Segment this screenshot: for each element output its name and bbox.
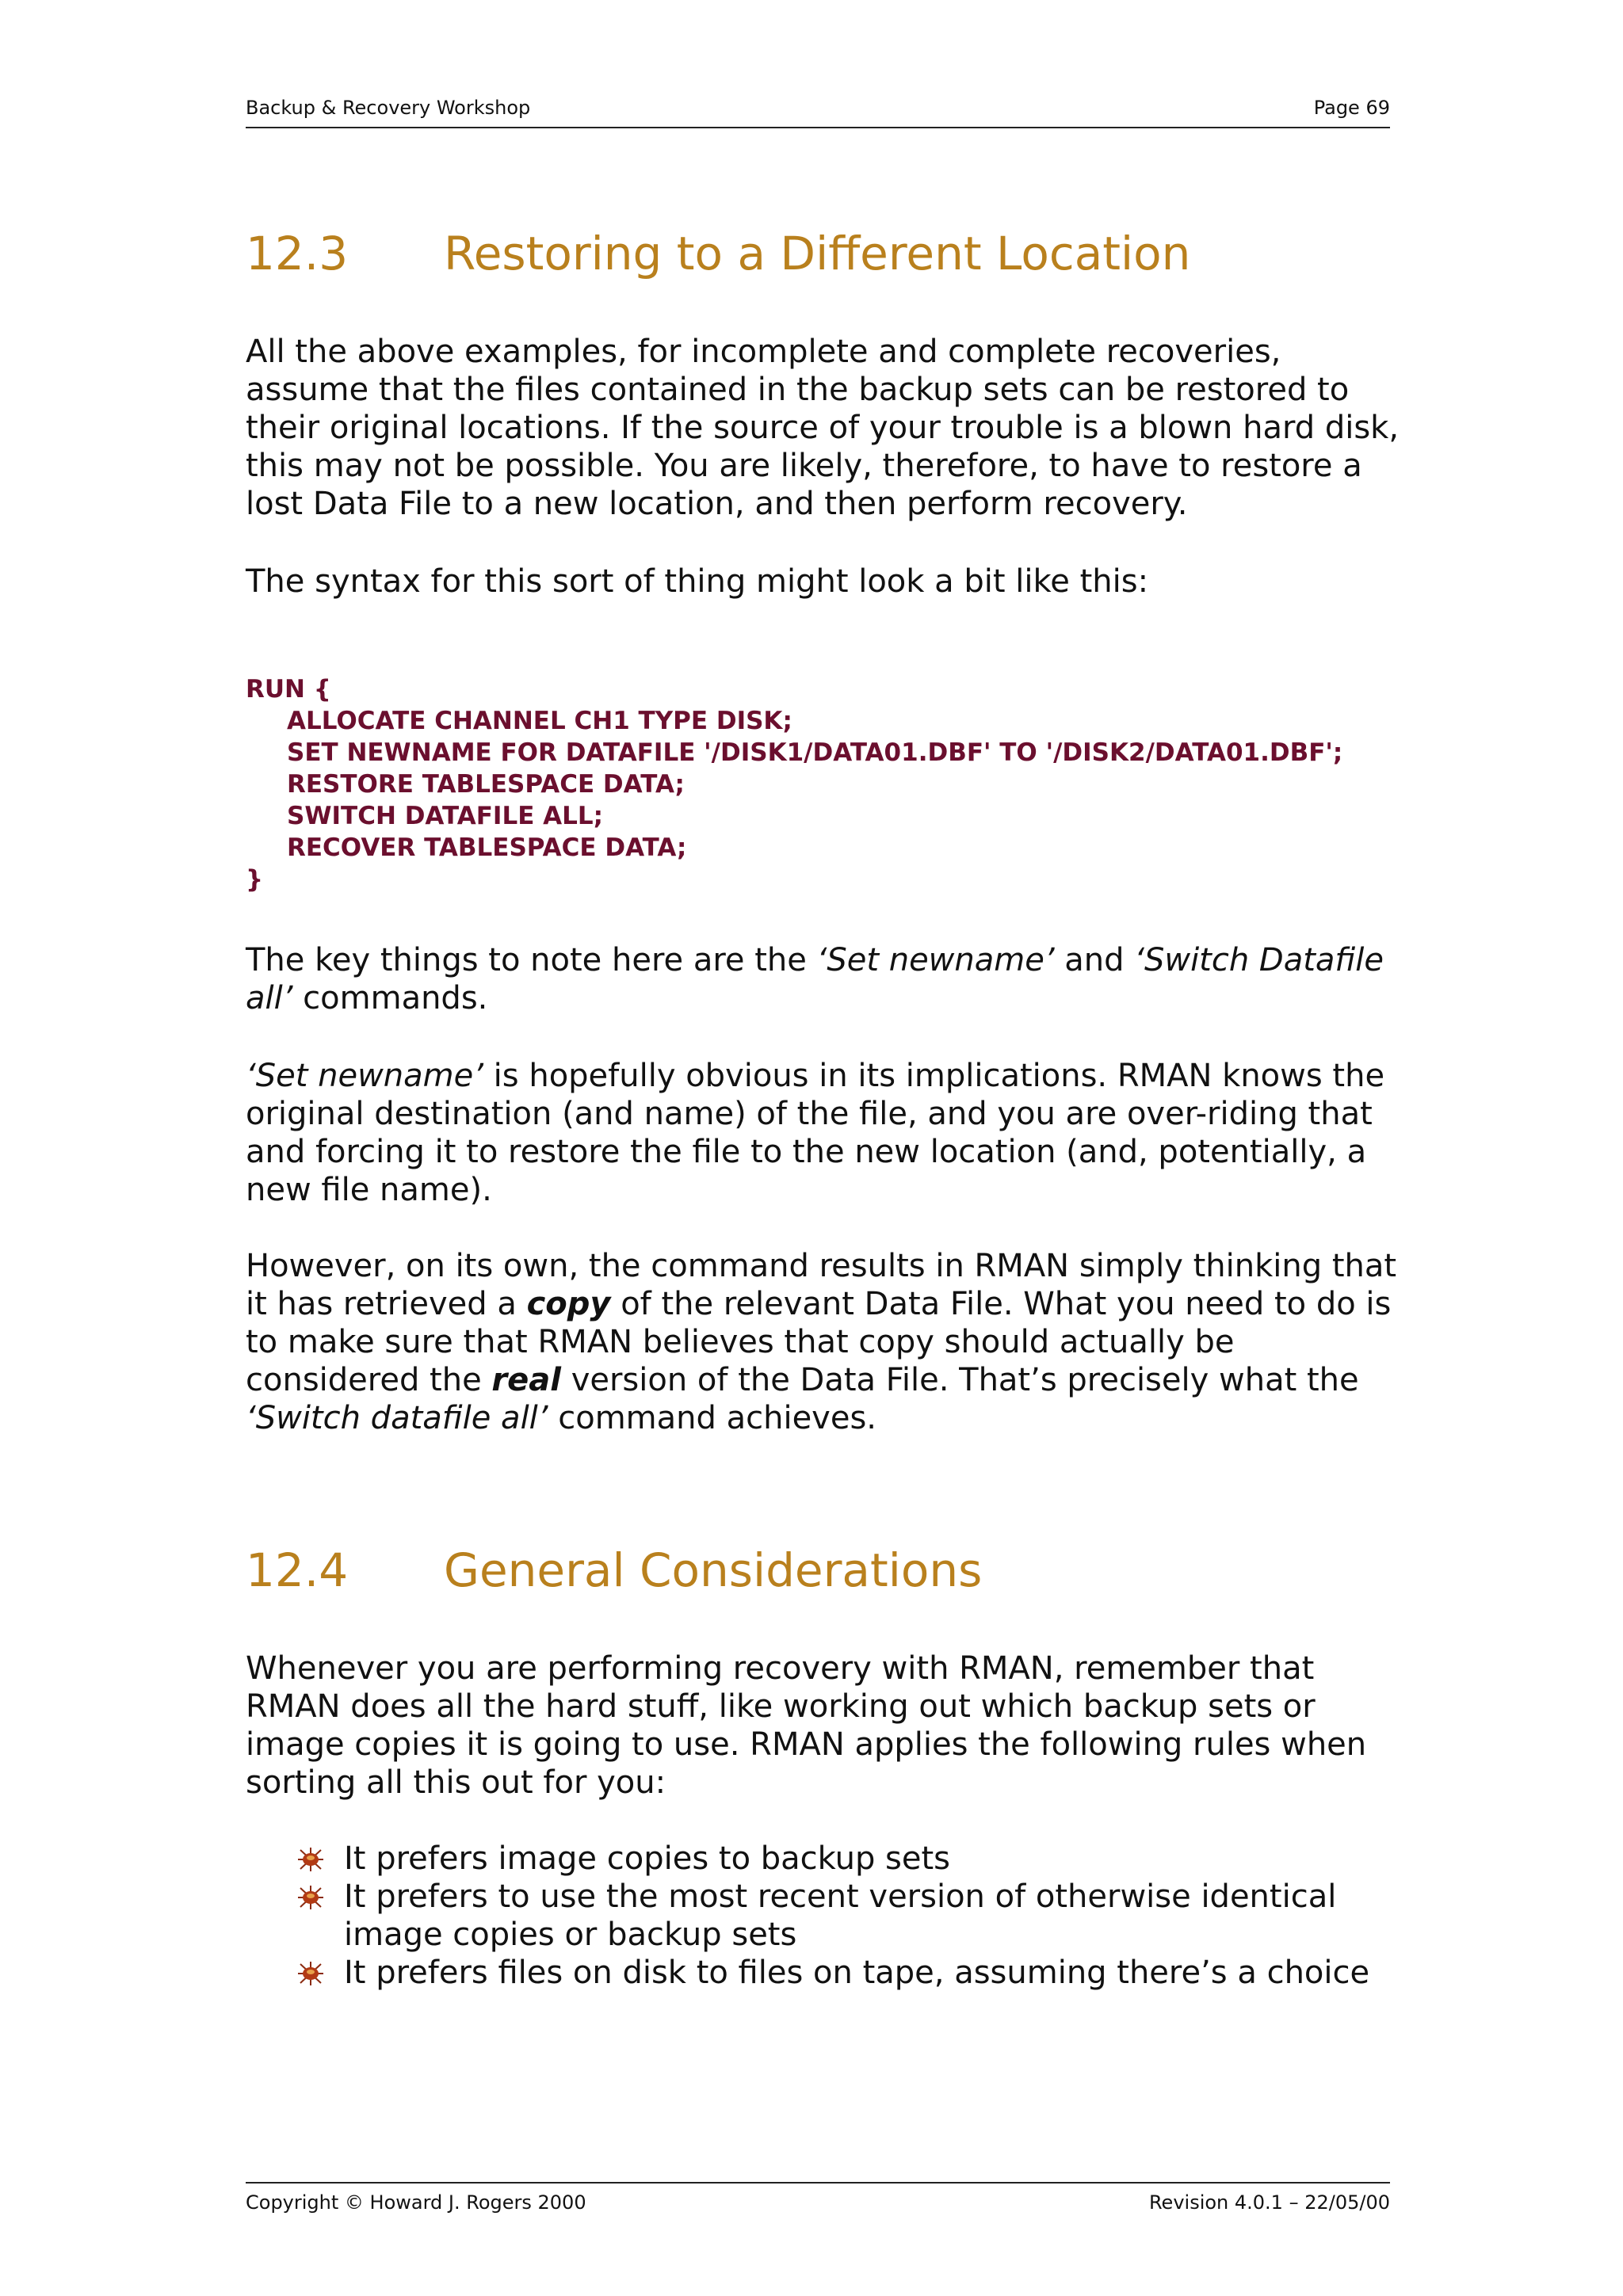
star-burst-icon — [295, 1846, 327, 1873]
code-line: RECOVER TABLESPACE DATA; — [287, 833, 687, 862]
code-block — [246, 673, 1403, 895]
emphasis-copy: copy — [526, 1286, 611, 1322]
section-heading-12-3 — [246, 227, 1190, 280]
paragraph: All the above examples, for incomplete and complete recoveries, assume that the files contained in the backup sets can be restored to their original locations. If the source of your trouble is a blown hard disk, this may not be possible. You are likely, therefore, to have to restore a lost Data File to a new location, and then perform recovery. — [246, 334, 1400, 522]
text-run: and — [1054, 942, 1135, 978]
paragraph: The syntax for this sort of thing might look a bit like this: — [246, 563, 1149, 600]
list-item — [295, 1840, 1404, 1878]
section-number: 12.4 — [246, 1543, 349, 1597]
paragraph — [246, 941, 1403, 1017]
list-item — [295, 1878, 1404, 1954]
page-footer — [246, 2182, 1390, 2223]
copyright-text: Copyright © Howard J. Rogers 2000 — [246, 2191, 586, 2214]
paragraph — [246, 1057, 1403, 1209]
code-line: SET NEWNAME FOR DATAFILE '/DISK1/DATA01.DBF' TO '/DISK2/DATA01.DBF'; — [287, 738, 1343, 767]
emphasis-real: real — [491, 1362, 561, 1398]
code-line: RUN { — [246, 675, 331, 704]
section-title: General Considerations — [444, 1543, 983, 1597]
list-item-text: It prefers to use the most recent version of otherwise identical image copies or backup sets — [344, 1878, 1337, 1953]
section-heading-12-4 — [246, 1543, 982, 1597]
italic-term: ‘Switch datafile all’ — [246, 1400, 548, 1436]
code-line: } — [246, 865, 264, 894]
section-title: Restoring to a Different Location — [444, 227, 1191, 280]
text-run: of the relevant Data File. What you need to do is to make sure that RMAN believes that copy should actually be considered the — [246, 1286, 1392, 1398]
list-item-text: It prefers image copies to backup sets — [344, 1840, 951, 1877]
revision-text: Revision 4.0.1 – 22/05/00 — [1148, 2191, 1390, 2214]
list-item-text: It prefers files on disk to files on tape, assuming there’s a choice — [344, 1955, 1370, 1991]
list-item — [295, 1954, 1404, 1992]
star-burst-icon — [295, 1884, 327, 1911]
italic-term: ‘Set newname’ — [246, 1058, 483, 1094]
rules-list — [295, 1840, 1404, 1992]
page-number: Page 69 — [1313, 97, 1390, 119]
text-run: is hopefully obvious in its implications. RMAN knows the original destination (and name) of the file, and you are over-riding that and forcing it to restore the file to the new location (and, potentially, a new file name). — [246, 1058, 1385, 1208]
text-run: version of the Data File. That’s precisely what the — [560, 1362, 1359, 1398]
star-burst-icon — [295, 1960, 327, 1987]
text-run: The key things to note here are the — [246, 942, 817, 978]
text-run: command achieves. — [548, 1400, 877, 1436]
code-line: ALLOCATE CHANNEL CH1 TYPE DISK; — [287, 707, 792, 735]
text-run: commands. — [292, 980, 488, 1016]
italic-term: ‘Switch Datafile all’ — [246, 942, 1384, 1016]
page-header — [246, 97, 1390, 128]
text-run: However, on its own, the command results in RMAN simply thinking that it has retrieved a — [246, 1248, 1397, 1322]
paragraph — [246, 1247, 1403, 1437]
section-number: 12.3 — [246, 227, 349, 280]
italic-term: ‘Set newname’ — [816, 942, 1055, 978]
code-line: SWITCH DATAFILE ALL; — [287, 802, 604, 830]
header-title: Backup & Recovery Workshop — [246, 97, 531, 119]
code-line: RESTORE TABLESPACE DATA; — [287, 770, 685, 799]
paragraph: Whenever you are performing recovery with RMAN, remember that RMAN does all the hard stuff, like working out which backup sets or image copies it is going to use. RMAN applies the following rules when sorting all this out for you: — [246, 1650, 1367, 1801]
